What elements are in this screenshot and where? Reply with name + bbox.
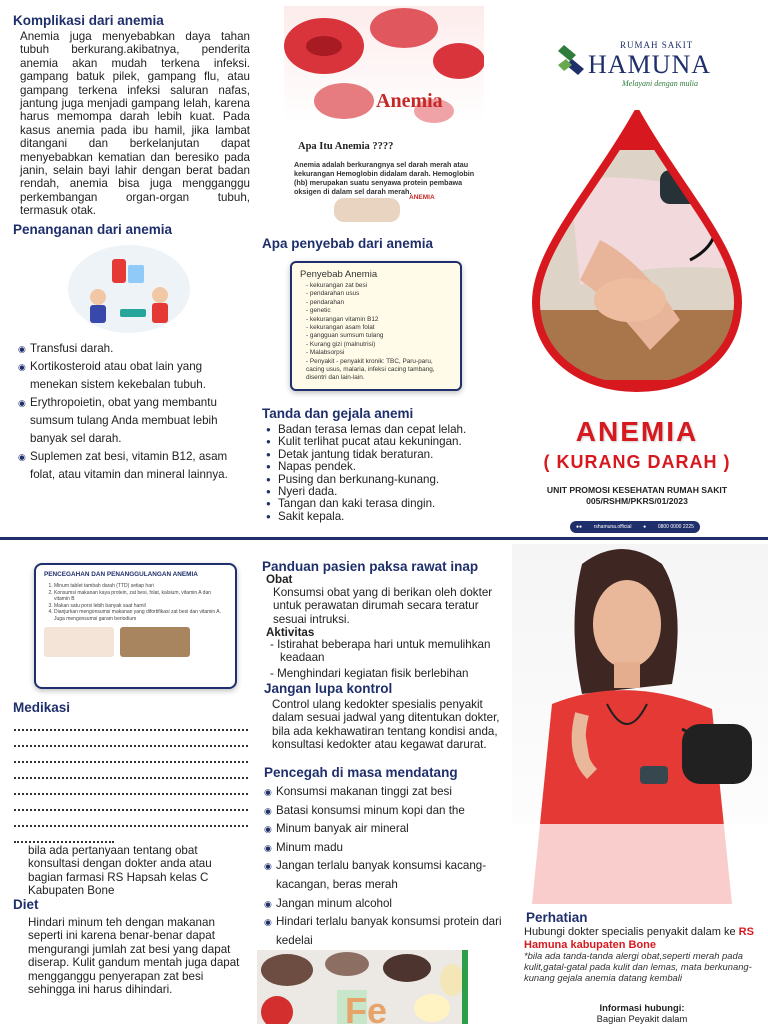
green-accent: [462, 950, 468, 1024]
treatment-illustration: [68, 245, 190, 333]
pencegah-title: Pencegah di masa mendatang: [264, 765, 458, 780]
obat-text: Konsumsi obat yang di berikan oleh dokter untuk perawatan dirumah secara teratur sesuai intruksi.: [273, 586, 493, 626]
list-item: ◉ Transfusi darah.: [18, 340, 250, 358]
list-item: - Penyakit - penyakit kronik: TBC, Paru-paru, cacing usus, malaria, infeksi cacing tambang, disentri dan lain-lain.: [306, 357, 435, 382]
list-item: - kekurangan vitamin B12: [306, 315, 379, 323]
brand-name: HAMUNA: [588, 50, 711, 79]
penanganan-title: Penanganan dari anemia: [13, 222, 173, 237]
dotted-line: [14, 812, 248, 827]
food-image: [120, 627, 190, 657]
info-title: Informasi hubungi:: [599, 1002, 685, 1013]
pencegahan-card-title: PENCEGAHAN DAN PENANGGULANGAN ANEMIA: [44, 571, 198, 578]
hamuna-logo-icon: [558, 45, 584, 84]
komplikasi-text: Anemia juga menyebabkan daya tahan tubuh berkurang.akibatnya, penderita anemia akan mudah terkena infeksi. gampang batuk pilek, gampang flu, atau gampang terkena infeksi saluran nafas, jantung juga menjadi gampang lelah, karena harus memompa darah lebih kuat. Pada kasus anemia pada ibu hamil, jika lambat ditangani dan berkelanjutan dapat menyebabkan kematian dan beresiko pada janin, selain bayi lahir dengan berat badan rendah, anemia bisa juga mengganggu perkembangan organ-organ tubuh, termasuk otak.: [20, 30, 250, 218]
dotted-line: [14, 796, 248, 811]
list-item: - genetic: [306, 307, 331, 315]
anemia-hero-word: Anemia: [376, 90, 443, 112]
penyebab-list: [300, 282, 452, 383]
medikasi-note: bila ada pertanyaan tentang obat konsultasi dengan dokter anda atau bagian farmasi RS Hapsah kelas C Kabupaten Bone: [28, 844, 212, 898]
dotted-line: [14, 764, 248, 779]
list-item: 3. Makan satu porsi lebih banyak saat hamil: [54, 603, 227, 610]
list-item: ◉ Minum madu: [264, 839, 504, 858]
perhatian-hospital: RS Hamuna kabupaten Bone: [524, 926, 754, 951]
apa-text: Anemia adalah berkurangnya sel darah merah atau kekurangan Hemoglobin didalam darah. Hemoglobin (hb) merupakan suatu senyawa protein pembawa oksigen di dalam sel darah merah.: [294, 160, 475, 196]
perhatian-line1: Hubungi dokter specialis penyakit dalam ke: [524, 926, 736, 938]
komplikasi-title: Komplikasi dari anemia: [13, 13, 164, 28]
list-item: ◉ Jangan minum alcohol: [264, 895, 504, 914]
penyebab-card: [290, 261, 462, 391]
cover-subtitle: ( KURANG DARAH ): [543, 452, 731, 472]
list-item: ◉ Jangan terlalu banyak konsumsi kacang-kacangan, beras merah: [264, 857, 504, 894]
list-item: ◉ Hindari terlalu banyak konsumsi protein dari kedelai: [264, 913, 504, 950]
list-item: - Menghindari kegiatan fisik berlebihan: [270, 666, 469, 680]
list-item: - kekurangan zat besi: [306, 282, 368, 289]
list-item: ● Tangan dan kaki terasa dingin.: [266, 498, 506, 510]
cover-unit: UNIT PROMOSI KESEHATAN RUMAH SAKIT: [546, 485, 728, 495]
brand-tagline: Melayani dengan mulia: [622, 79, 698, 88]
list-item: ◉ Minum banyak air mineral: [264, 820, 504, 839]
aktivitas-label: Aktivitas: [266, 626, 315, 639]
blood-drop-image: [530, 110, 744, 392]
penyebab-title: Apa penyebab dari anemia: [262, 236, 434, 251]
fold-divider: [0, 537, 768, 540]
apa-title: Apa Itu Anemia ????: [298, 141, 394, 152]
list-item: ● Badan terasa lemas dan cepat lelah.: [266, 424, 506, 436]
info-sub: Bagian Peyakit dalam: [596, 1013, 688, 1024]
list-item: 2. Konsumsi makanan kaya protein, zat besi, folat, kalsium, vitamin A dan vitamin B: [54, 590, 227, 603]
kontrol-text: Control ulang kedokter spesialis penyakit dalam sesuai jadwal yang ditentukan dokter, bila ada kekhawatiran tentang kondisi anda, konsultasi kedokter atau kegawat darurat.: [272, 698, 500, 752]
list-item: - pendarahan: [306, 298, 345, 306]
panduan-title: Panduan pasien paksa rawat inap: [262, 559, 479, 574]
apa-tag: ANEMIA: [409, 194, 435, 201]
list-item: - kekurangan asam folat: [306, 324, 375, 332]
list-item: - pendarahan usus: [306, 290, 360, 298]
medikasi-lines: [14, 716, 248, 843]
food-image: [44, 627, 114, 657]
list-item: ● Nyeri dada.: [266, 486, 506, 498]
pencegahan-card-list: [44, 583, 227, 623]
list-item: - gangguan sumsum tulang: [306, 332, 384, 340]
list-item: ● Sakit kepala.: [266, 511, 506, 523]
penyebab-card-title: Penyebab Anemia: [300, 269, 378, 280]
perhatian-title: Perhatian: [526, 910, 588, 925]
social-icon: ●●: [576, 524, 583, 530]
fe-letters: Fe: [345, 990, 388, 1024]
list-item: ● Napas pendek.: [266, 461, 506, 473]
woman-photo: [512, 544, 768, 904]
list-item: ● Pusing dan berkunang-kunang.: [266, 474, 506, 486]
dotted-line: [14, 748, 248, 763]
tanda-list: [266, 424, 506, 523]
cover-title: ANEMIA: [575, 416, 699, 447]
list-item: ◉ Kortikosteroid atau obat lain yang menekan sistem kekebalan tubuh.: [18, 358, 250, 394]
pencegah-list: [264, 783, 504, 950]
food-images: [44, 627, 227, 657]
diet-title: Diet: [13, 897, 39, 912]
phone-number: 0800 0000 2225: [657, 524, 694, 530]
brand-top: RUMAH SAKIT: [620, 40, 694, 50]
dotted-line: [14, 780, 248, 795]
list-item: ◉ Batasi konsumsi minum kopi dan the: [264, 802, 504, 821]
dotted-line: [14, 716, 248, 731]
list-item: ◉ Suplemen zat besi, vitamin B12, asam folat, atau vitamin dan mineral lainnya.: [18, 448, 250, 484]
iron-food-image: [257, 950, 462, 1024]
medikasi-title: Medikasi: [13, 700, 71, 715]
cover-code: 005/RSHM/PKRS/01/2023: [586, 496, 688, 506]
contact-bar: [570, 521, 700, 533]
social-handle: rshamuna.official: [593, 524, 632, 530]
list-item: - Kurang gizi (malnutrisi): [306, 340, 376, 348]
list-item: 4. Dianjurkan mengonsumsi makanan yang difortifikasi zat besi dan vitamin A. Juga mengonsumsi garam beriodium: [54, 609, 227, 622]
diet-text: Hindari minum teh dengan makanan seperti ini karena benar-benar dapat mengurangi jumlah zat besi yang dapat diserap. Kulit gandum mentah juga dapat mengganggu penyerapan zat besi sehingga ini harus dihindari.: [28, 916, 240, 997]
obat-label: Obat: [266, 573, 293, 586]
list-item: - Istirahat beberapa hari untuk memulihkan keadaan: [270, 638, 491, 665]
list-item: ◉ Erythropoietin, obat yang membantu sumsum tulang Anda membuat lebih banyak sel darah.: [18, 394, 250, 448]
tanda-title: Tanda dan gejala anemi: [262, 406, 414, 421]
phone-icon: ●: [643, 524, 647, 530]
list-item: ● Detak jantung tidak beraturan.: [266, 449, 506, 461]
perhatian-text: [524, 926, 760, 951]
sleeping-child-image: [334, 198, 400, 222]
list-item: 1. Minum tablet tambah darah (TTD) setiap hari: [54, 583, 227, 590]
kontrol-title: Jangan lupa kontrol: [264, 681, 393, 696]
pencegahan-card: [34, 563, 237, 689]
list-item: - Malabsorpsi: [306, 349, 345, 357]
dotted-line: [14, 732, 248, 747]
list-item: ● Kulit terlihat pucat atau kekuningan.: [266, 436, 506, 448]
penanganan-list: [18, 340, 250, 484]
list-item: ◉ Konsumsi makanan tinggi zat besi: [264, 783, 504, 802]
dotted-line: [14, 828, 114, 843]
perhatian-note: *bila ada tanda-tanda alergi obat,seperti merah pada kulit,gatal-gatal pada kulit dan lemas, mata berkunang-kunang gejala anemia datang kembali: [524, 950, 752, 983]
aktivitas-list: [270, 638, 502, 680]
